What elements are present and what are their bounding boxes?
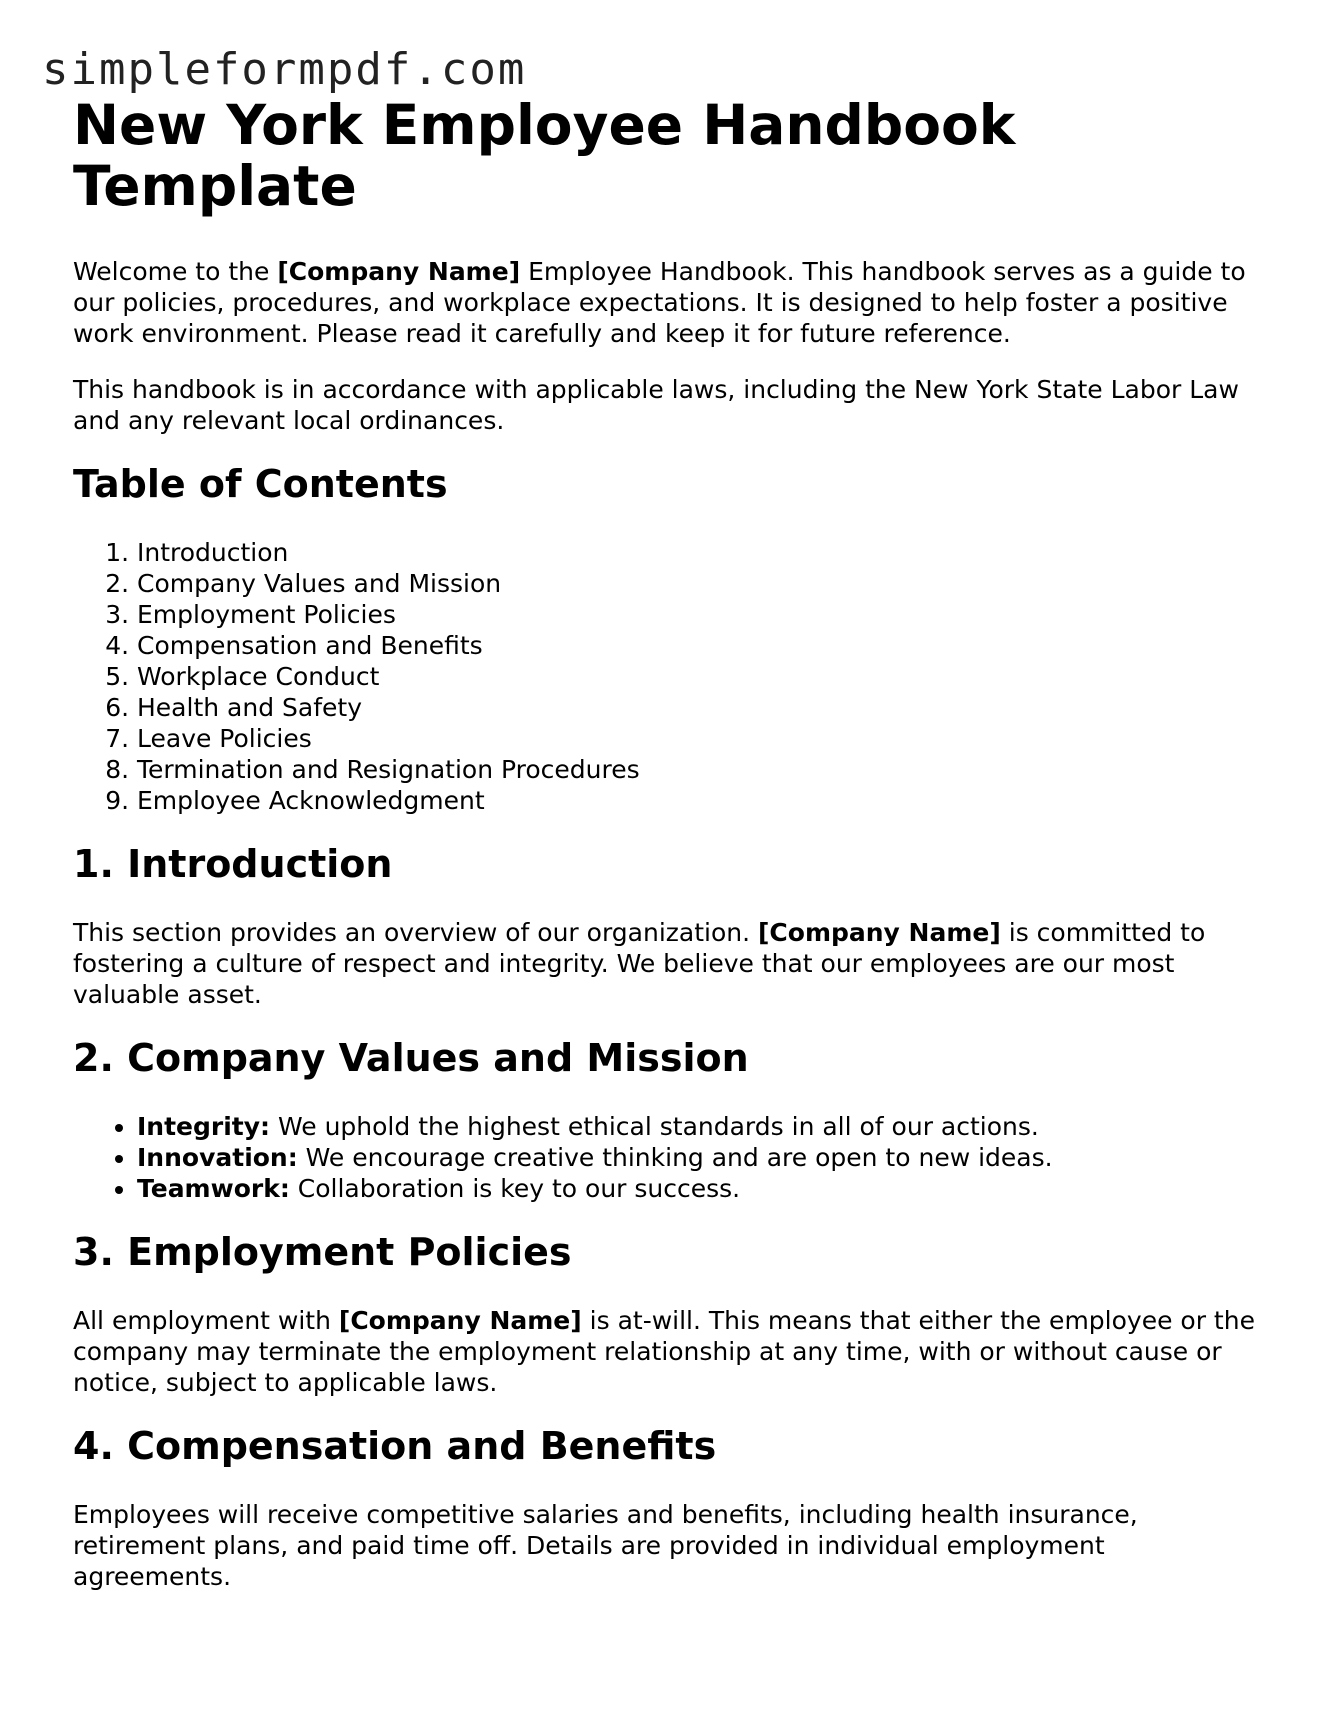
value-text: Collaboration is key to our success. xyxy=(289,1174,741,1203)
value-item xyxy=(137,1111,1263,1142)
toc-item: 9. Employee Acknowledgment xyxy=(137,785,1263,816)
toc-heading: Table of Contents xyxy=(73,462,448,506)
toc-list xyxy=(73,537,1263,816)
company-name-placeholder: [Company Name] xyxy=(338,1306,582,1335)
toc-item: 7. Leave Policies xyxy=(137,723,1263,754)
compensation-paragraph: Employees will receive competitive salaries and benefits, including health insurance, retirement plans, and paid time off. Details are provided in individual employment agreements. xyxy=(73,1500,1138,1591)
employment-text-end: is at-will. This means that either the employee or the company may terminate the employment relationship at any time, with or without cause or notice, subject to applicable laws. xyxy=(73,1306,1255,1397)
document-page xyxy=(73,95,1263,1617)
toc-item: 3. Employment Policies xyxy=(137,599,1263,630)
value-term: Teamwork: xyxy=(137,1174,290,1203)
value-term: Integrity: xyxy=(137,1112,271,1141)
compliance-paragraph: This handbook is in accordance with applicable laws, including the New York State Labor Law and any relevant local ordinances. xyxy=(73,375,1239,435)
intro-text-start: Welcome to the xyxy=(73,257,278,286)
compensation-heading: 4. Compensation and Benefits xyxy=(73,1424,717,1468)
introduction-heading: 1. Introduction xyxy=(73,842,393,886)
value-item xyxy=(137,1173,1263,1204)
company-name-placeholder: [Company Name] xyxy=(758,918,1001,947)
introduction-paragraph xyxy=(73,917,1263,1010)
toc-item: 5. Workplace Conduct xyxy=(137,661,1263,692)
employment-text-start: All employment with xyxy=(73,1306,339,1335)
value-item xyxy=(137,1142,1263,1173)
values-list xyxy=(73,1111,1263,1204)
toc-item: 2. Company Values and Mission xyxy=(137,568,1263,599)
value-text: We encourage creative thinking and are open to new ideas. xyxy=(297,1143,1053,1172)
toc-item: 8. Termination and Resignation Procedures xyxy=(137,754,1263,785)
intro-paragraph xyxy=(73,256,1263,349)
value-term: Innovation: xyxy=(137,1143,298,1172)
intro-text-end: Employee Handbook. This handbook serves as a guide to our policies, procedures, and workplace expectations. It is designed to help foster a positive work environment. Please read it carefully and keep it for future reference. xyxy=(73,257,1246,348)
watermark: simpleformpdf.com xyxy=(42,44,527,95)
employment-policies-heading: 3. Employment Policies xyxy=(73,1230,572,1274)
company-name-placeholder: [Company Name] xyxy=(277,257,521,286)
toc-item: 6. Health and Safety xyxy=(137,692,1263,723)
values-heading: 2. Company Values and Mission xyxy=(73,1036,749,1080)
value-text: We uphold the highest ethical standards in all of our actions. xyxy=(270,1112,1039,1141)
toc-item: 4. Compensation and Benefits xyxy=(137,630,1263,661)
employment-policies-paragraph xyxy=(73,1305,1263,1398)
introduction-text-start: This section provides an overview of our organization. xyxy=(73,918,758,947)
toc-item: 1. Introduction xyxy=(137,537,1263,568)
introduction-text-end: is committed to fostering a culture of respect and integrity. We believe that our employees are our most valuable asset. xyxy=(73,918,1206,1009)
page-title: New York Employee Handbook Template xyxy=(73,93,1016,218)
